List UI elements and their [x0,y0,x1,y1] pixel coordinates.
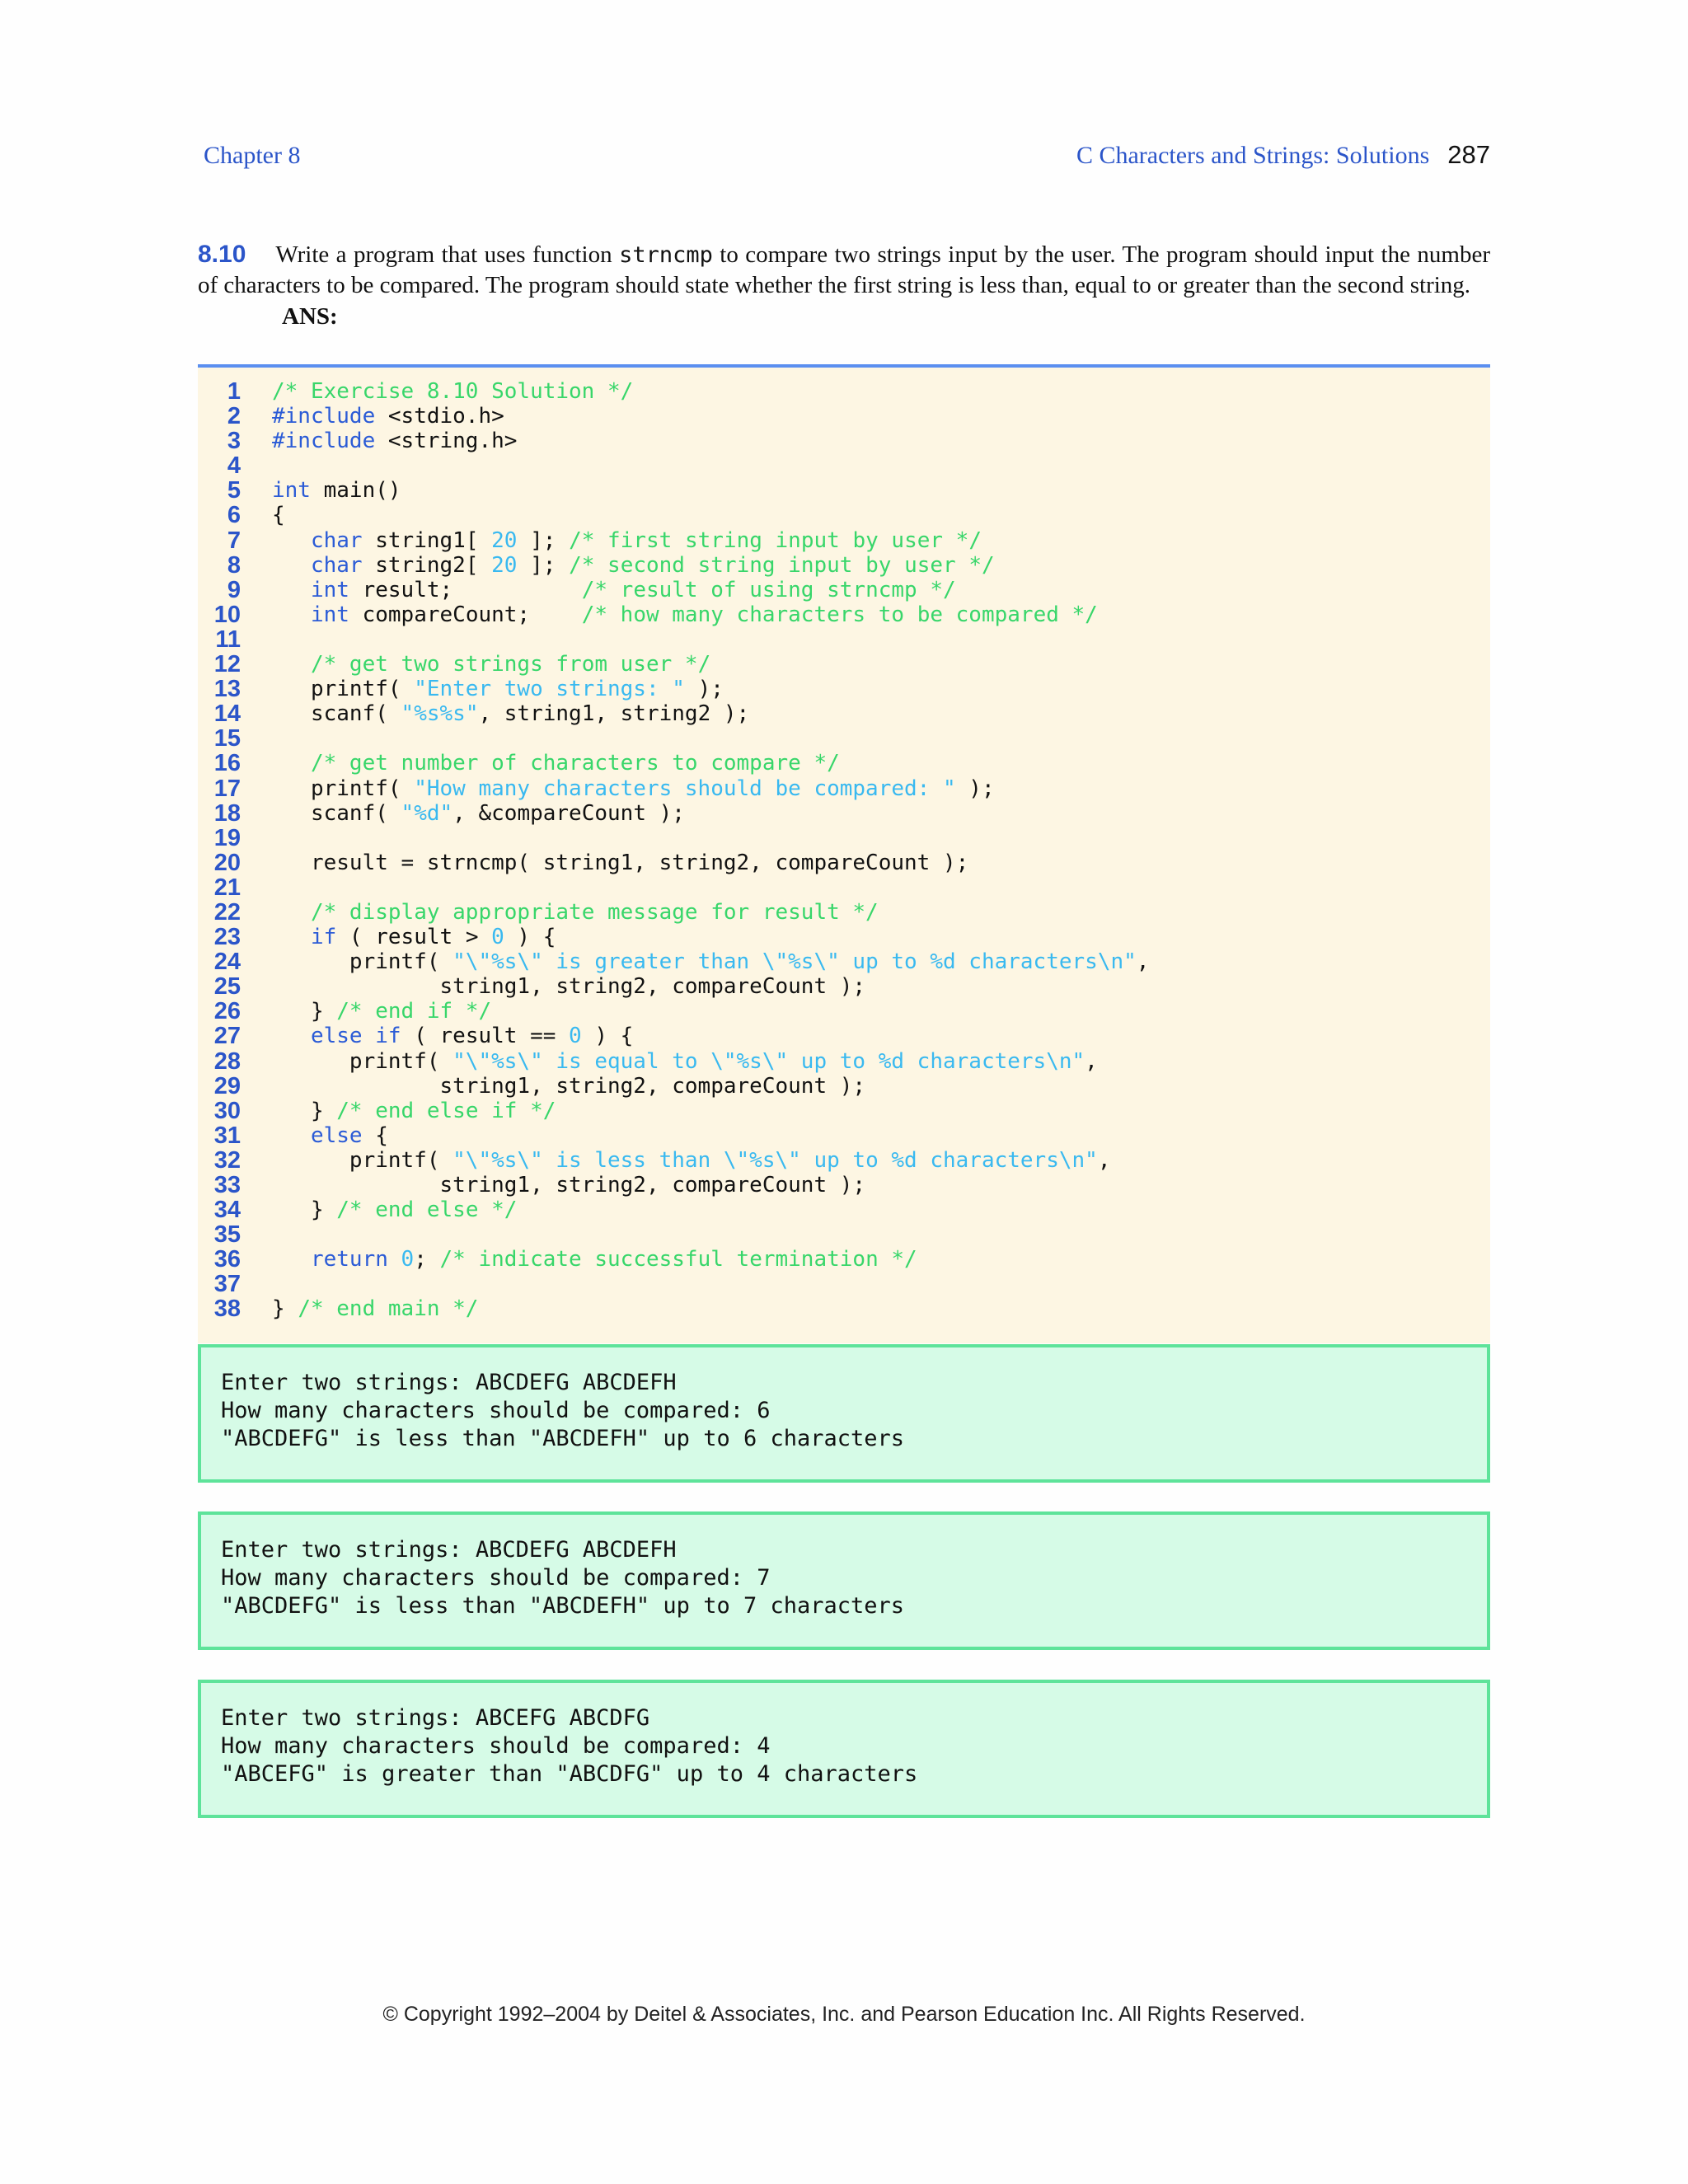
output-box-2 [198,1511,1490,1650]
line-number: 35 [213,1221,241,1249]
code-token: , string1, string2 ); [478,701,750,727]
line-number: 14 [213,701,241,728]
code-token [272,1123,311,1148]
line-number: 19 [213,824,241,851]
line-number: 34 [213,1197,241,1224]
code-line [198,851,1490,875]
code-text [272,949,1149,974]
code-token: <string.h> [387,429,518,454]
code-line [198,453,1490,478]
code-token: "How many characters should be compared: " [414,776,956,801]
code-token: printf( [272,677,415,702]
line-number: 25 [213,973,241,1001]
code-token: int [272,478,311,504]
code-lines [198,379,1490,1322]
code-token: <stdio.h> [387,404,504,429]
code-text [272,851,968,875]
output-line: How many characters should be compared: 4 [221,1733,771,1759]
code-line [198,1049,1490,1074]
code-text [272,801,685,826]
line-number: 5 [227,477,241,504]
code-token: , [1085,1048,1098,1074]
code-line [198,726,1490,751]
code-line [198,1247,1490,1272]
code-line [198,925,1490,949]
code-token: /* end main */ [298,1296,479,1322]
code-token: ]; [517,552,570,578]
code-token: /* result of using strncmp */ [581,577,956,602]
code-token: /* first string input by user */ [569,527,982,553]
output-line: "ABCDEFG" is less than "ABCDEFH" up to 7 characters [221,1593,905,1619]
line-number: 21 [213,874,241,901]
line-number: 11 [215,626,241,653]
code-line [198,1024,1490,1048]
code-text [272,478,401,503]
answer-label: ANS: [282,303,338,330]
code-line [198,429,1490,453]
code-token: ( result > [336,925,492,950]
output-line: How many characters should be compared: 6 [221,1398,771,1423]
code-text [272,1099,556,1123]
code-line [198,652,1490,677]
code-line [198,801,1490,826]
code-token: "%s%s" [401,701,479,727]
code-token: { [272,503,285,528]
code-token: int [310,577,349,602]
exercise-number: 8.10 [198,241,246,268]
code-token: , &compareCount ); [452,800,685,826]
code-line [198,949,1490,974]
code-token: #include [272,404,388,429]
code-token: printf( [272,776,415,801]
code-token: /* end else */ [336,1197,518,1223]
line-number: 31 [213,1122,241,1149]
code-line [198,379,1490,404]
code-text [272,503,285,527]
line-number: 17 [213,775,241,802]
code-line [198,602,1490,627]
section-title: C Characters and Strings: Solutions [1076,142,1430,169]
page-number: 287 [1447,140,1490,169]
code-token: int [310,602,349,627]
code-text [272,1197,517,1222]
line-number: 27 [213,1023,241,1050]
code-token: } [272,999,337,1024]
line-number: 6 [227,502,241,529]
code-text [272,1024,633,1048]
code-line [198,478,1490,503]
code-token [272,900,311,925]
code-line [198,1272,1490,1296]
code-token: printf( [272,1147,453,1173]
code-text [272,751,840,776]
output-line: "ABCEFG" is greater than "ABCDFG" up to 4 characters [221,1761,918,1787]
code-text [272,1049,1098,1074]
code-token: main() [310,478,401,504]
code-line [198,1099,1490,1123]
code-text [272,1123,388,1148]
code-token: ]; [517,527,570,553]
code-token: /* end if */ [336,999,492,1024]
output-line: Enter two strings: ABCDEFG ABCDEFH [221,1370,677,1395]
code-token: scanf( [272,701,401,727]
code-token [272,1247,311,1272]
code-line [198,1222,1490,1247]
code-text [272,900,879,925]
code-listing [198,364,1490,1343]
code-line [198,1296,1490,1321]
line-number: 38 [213,1296,241,1323]
line-number: 16 [213,750,241,777]
code-token: /* get two strings from user */ [310,652,711,677]
code-token: "\"%s\" is greater than \"%s\" up to %d characters\n" [452,949,1137,975]
code-token: printf( [272,949,453,975]
code-token: /* indicate successful termination */ [439,1247,917,1272]
code-token: /* end else if */ [336,1098,556,1123]
line-number: 9 [227,576,241,603]
code-token: /* display appropriate message for result */ [310,899,879,925]
code-token: "Enter two strings: " [414,677,685,702]
code-token: "\"%s\" is equal to \"%s\" up to %d characters\n" [452,1048,1085,1074]
code-text [272,429,517,453]
code-token [272,602,311,627]
code-text [272,1148,1110,1173]
output-line: Enter two strings: ABCEFG ABCDFG [221,1705,650,1731]
line-number: 8 [227,551,241,579]
function-name: strncmp [619,242,713,268]
code-line [198,1197,1490,1222]
line-number: 2 [227,403,241,430]
code-token: /* get number of characters to compare */ [310,751,840,776]
code-text [272,1296,478,1321]
output-line: Enter two strings: ABCDEFG ABCDEFH [221,1537,677,1563]
line-number: 12 [213,651,241,678]
line-number: 7 [227,527,241,554]
code-token [272,528,311,553]
code-line [198,701,1490,726]
line-number: 4 [227,452,241,480]
code-token: /* Exercise 8.10 Solution */ [272,379,634,404]
code-line [198,974,1490,999]
code-line [198,578,1490,602]
code-token: 0 [491,925,504,950]
code-token: } [272,1098,337,1123]
code-line [198,826,1490,851]
line-number: 36 [213,1246,241,1273]
code-token: result; [349,577,582,602]
output-line: How many characters should be compared: 7 [221,1565,771,1591]
output-box-3 [198,1680,1490,1818]
code-token: ) { [504,925,556,950]
code-line [198,553,1490,578]
code-token: , [1097,1147,1111,1173]
code-line [198,1123,1490,1148]
code-token: ) { [581,1024,634,1049]
code-text [272,1247,917,1272]
line-number: 10 [213,601,241,628]
code-token: result = strncmp( string1, string2, compareCount ); [272,850,969,875]
code-text [272,1074,865,1099]
code-text [272,1173,865,1197]
code-line [198,1173,1490,1197]
code-token: return [310,1247,388,1272]
code-token: , [1136,949,1150,975]
code-text [272,578,956,602]
code-text [272,404,504,429]
code-token: else [310,1122,363,1148]
code-token: } [272,1296,298,1322]
code-token: printf( [272,1048,453,1074]
code-token [272,578,311,602]
line-number: 29 [213,1072,241,1099]
code-token: ( result == [401,1024,570,1049]
code-token: string1, string2, compareCount ); [272,1073,866,1099]
chapter-label: Chapter 8 [204,142,301,169]
line-number: 18 [213,799,241,827]
line-number: 20 [213,849,241,876]
code-text [272,677,724,701]
code-token [388,1247,401,1272]
code-line [198,1148,1490,1173]
running-header [1076,140,1490,170]
code-token: char [310,552,363,578]
code-token: if [310,925,337,950]
code-token: ; [414,1247,440,1272]
code-token: /* second string input by user */ [569,552,995,578]
code-text [272,602,1098,627]
line-number: 23 [213,924,241,951]
exercise-text-after: to compare two strings input by the user. The program should input the number of characters to be compared. The program should state whether the first string is less than, equal to or greater than the second string. [198,241,1490,298]
code-token [272,553,311,578]
line-number: 33 [213,1172,241,1198]
code-token [272,751,311,776]
code-token: compareCount; [349,602,582,627]
code-line [198,404,1490,429]
code-token: "\"%s\" is less than \"%s\" up to %d characters\n" [452,1147,1098,1173]
code-token: 20 [491,552,518,578]
code-token: string1, string2, compareCount ); [272,1173,866,1197]
code-text [272,553,995,578]
code-token: else if [310,1024,401,1049]
line-number: 1 [227,378,241,405]
code-token: 0 [569,1024,582,1049]
code-text [272,652,710,677]
code-line [198,677,1490,701]
exercise-statement [198,239,1490,301]
code-line [198,776,1490,801]
code-token [272,1024,311,1048]
code-token: string1[ [362,527,492,553]
code-line [198,528,1490,553]
code-line [198,1074,1490,1099]
line-number: 3 [227,428,241,455]
code-token: scanf( [272,800,401,826]
code-text [272,925,556,949]
line-number: 24 [213,949,241,976]
line-number: 37 [213,1271,241,1298]
output-line: "ABCDEFG" is less than "ABCDEFH" up to 6 characters [221,1426,905,1451]
line-number: 15 [213,725,241,752]
code-line [198,999,1490,1024]
code-token [272,925,311,949]
code-token: "%d" [401,800,453,826]
code-token: ); [684,677,724,702]
code-line [198,627,1490,652]
output-box-1 [198,1344,1490,1483]
line-number: 32 [213,1146,241,1174]
line-number: 28 [213,1047,241,1075]
code-token [272,652,311,677]
line-number: 30 [213,1097,241,1124]
code-line [198,900,1490,925]
code-token: 20 [491,527,518,553]
code-token: } [272,1197,337,1223]
code-token: char [310,527,363,553]
copyright-footer: © Copyright 1992–2004 by Deitel & Associates, Inc. and Pearson Education Inc. All Rights Reserved. [382,2003,1306,2026]
code-token: ); [955,776,995,801]
code-line [198,751,1490,776]
code-token: /* how many characters to be compared */ [581,602,1098,627]
code-line [198,875,1490,900]
code-text [272,379,633,404]
code-token: #include [272,429,388,454]
code-token: 0 [401,1247,415,1272]
code-token: string1, string2, compareCount ); [272,974,866,1000]
code-text [272,701,749,726]
line-number: 13 [213,676,241,703]
code-text [272,974,865,999]
code-text [272,528,982,553]
code-token: { [362,1122,388,1148]
exercise-text-before: Write a program that uses function [275,241,620,268]
code-text [272,999,491,1024]
line-number: 26 [213,998,241,1025]
code-token: string2[ [362,552,492,578]
code-text [272,776,995,801]
line-number: 22 [213,898,241,926]
code-line [198,503,1490,527]
